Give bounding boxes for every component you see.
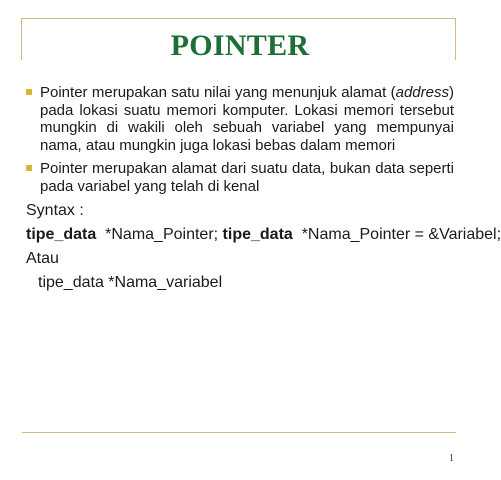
bullet-text-end: ) pada lokasi suatu memori komputer. Lokasi memori tersebut mungkin di wakili oleh sebuah variabel yang mempunyai nama, atau mungkin juga lokasi bebas dalam memori <box>40 84 454 154</box>
syntax-decl-1: *Nama_Pointer; <box>105 226 219 243</box>
slide-title: POINTER <box>170 29 310 62</box>
syntax-type-2: tipe_data <box>222 226 293 243</box>
syntax-type-1: tipe_data <box>26 226 97 243</box>
square-bullet-icon <box>26 89 32 95</box>
page-number: 1 <box>449 453 454 464</box>
syntax-decl-2: *Nama_Pointer = &Variabel; <box>301 226 501 243</box>
bullet-text <box>40 84 454 154</box>
bullet-item-pointer-address <box>26 160 454 195</box>
syntax-label: Syntax : <box>26 202 84 219</box>
bullet-item-pointer-definition <box>26 84 454 154</box>
bullet-text: Pointer merupakan alamat dari suatu data, bukan data seperti pada variabel yang telah di kenal <box>40 160 454 195</box>
atau-label: Atau <box>26 250 59 267</box>
footer-rule <box>22 432 456 433</box>
square-bullet-icon <box>26 165 32 171</box>
bullet-text-start: Pointer merupakan satu nilai yang menunjuk alamat ( <box>40 84 396 101</box>
alt-syntax-line: tipe_data *Nama_variabel <box>38 274 223 291</box>
bullet-text-italic: address <box>395 84 449 101</box>
syntax-line <box>26 225 501 244</box>
slide-content <box>26 84 501 292</box>
